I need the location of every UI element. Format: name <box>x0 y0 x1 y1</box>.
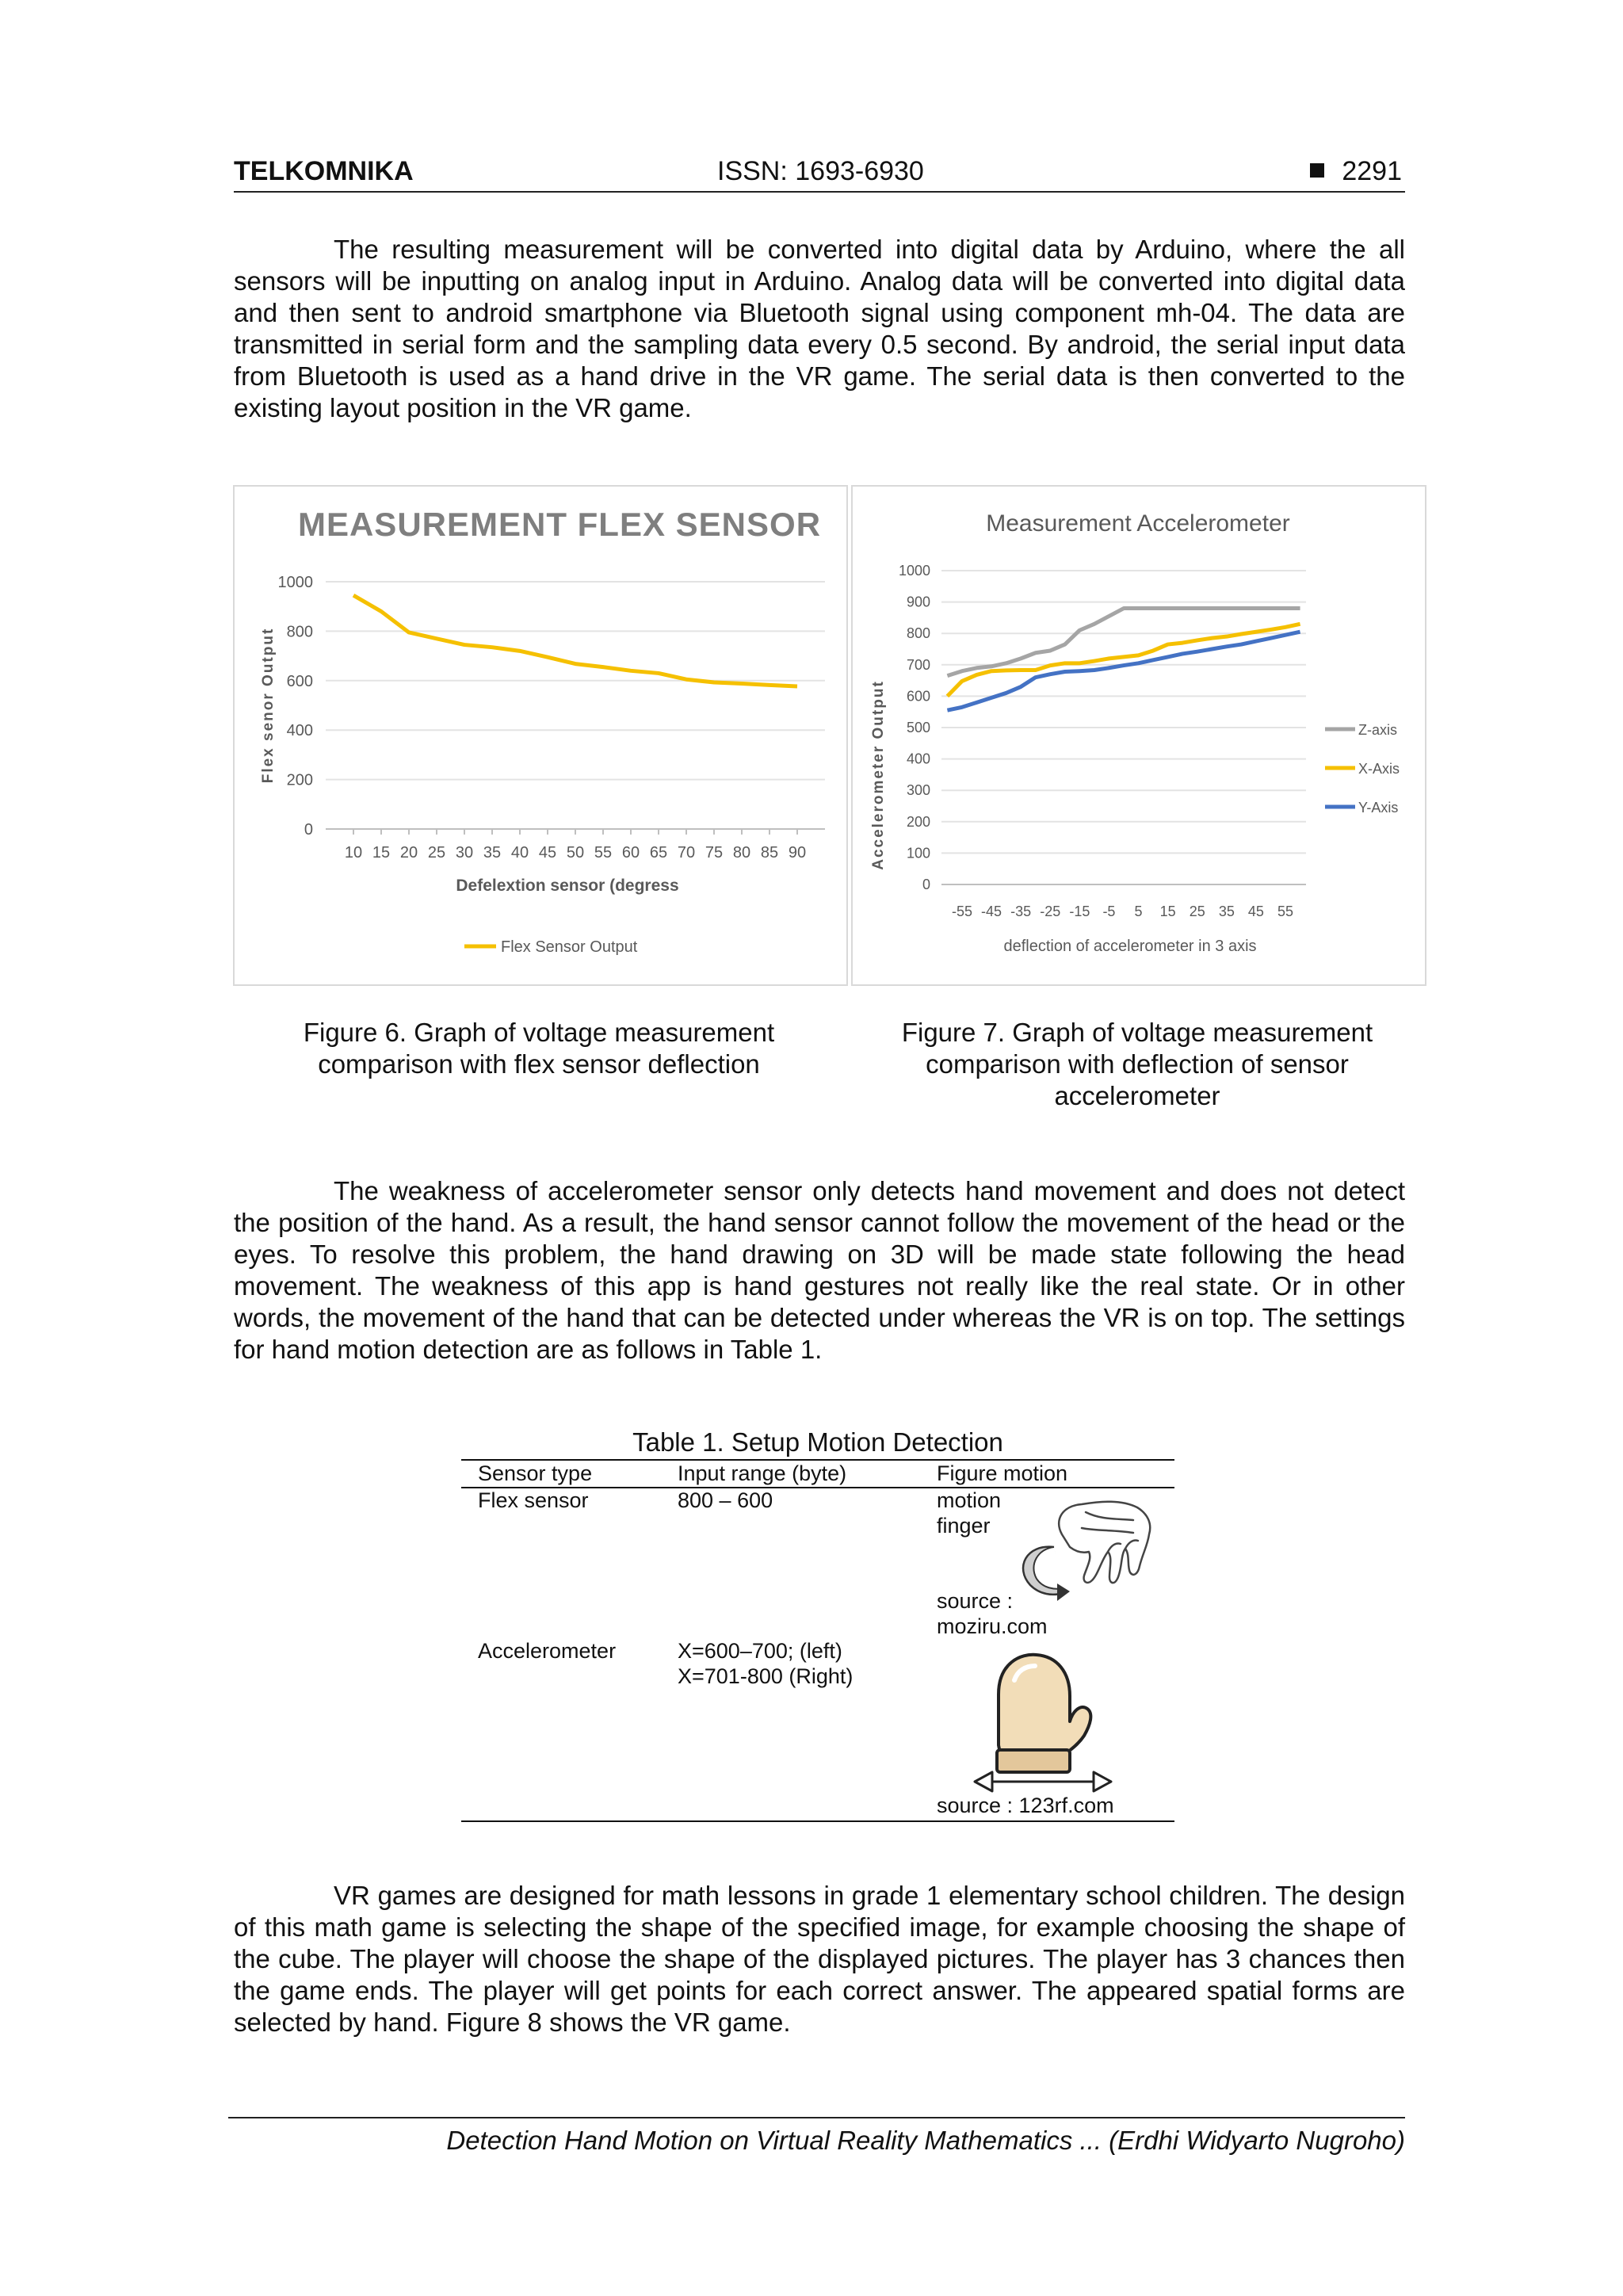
accelerometer-chart-svg <box>853 487 1425 984</box>
paragraph-2: The weakness of accelerometer sensor only detects hand movement and does not detect the position of the hand. As a result, the hand sensor cannot follow the movement of the head or the eyes. To resolve this problem, the hand drawing on 3D will be made state following the head movement. The weakness of this app is hand gestures not really like the real state. Or in other words, the movement of the hand that can be detected under whereas the VR is on top. The settings for hand motion detection are as follows in Table 1. <box>234 1176 1405 1364</box>
table-cell-range: 800 – 600 <box>678 1488 773 1512</box>
x-tick-label: 25 <box>427 844 446 861</box>
figure-7-chart <box>851 485 1426 986</box>
table-cell-motion: motion <box>937 1488 1002 1512</box>
table-bottom-rule <box>461 1820 1174 1822</box>
table-cell-source: source : <box>937 1589 1014 1613</box>
paragraph-1: The resulting measurement will be converted into digital data by Arduino, where the all sensors will be inputting on analog input in Arduino. Analog data will be converted into digital data and then sent to android smartphone via Bluetooth signal using component mh-04. The data are transmitted in serial form and the sampling data every 0.5 second. By android, the serial input data from Bluetooth is used as a hand drive in the VR game. The serial data is then converted to the existing layout position in the VR game. <box>234 235 1405 422</box>
y-tick-label: 300 <box>906 782 930 799</box>
x-tick-label: -5 <box>1102 904 1116 919</box>
table-cell-range: X=701-800 (Right) <box>678 1664 854 1688</box>
y-axis-label: Flex senor Output <box>260 627 277 784</box>
y-axis-label: Accelerometer Output <box>870 680 887 870</box>
x-tick-label: 35 <box>1218 904 1235 919</box>
y-tick-label: 400 <box>286 722 313 740</box>
footer-rule <box>228 2117 1405 2118</box>
y-tick-label: 800 <box>286 623 313 641</box>
series-line-flex-sensor-output <box>353 595 797 686</box>
table-cell-sensor: Flex sensor <box>478 1488 589 1512</box>
y-tick-label: 0 <box>304 821 313 839</box>
y-tick-label: 1000 <box>898 563 930 579</box>
y-tick-label: 200 <box>906 813 930 830</box>
x-tick-label: 55 <box>1277 904 1294 919</box>
y-tick-label: 700 <box>906 656 930 673</box>
issn: ISSN: 1693-6930 <box>717 156 924 186</box>
finger-motion-hand-icon <box>1006 1496 1157 1604</box>
table-header-range: Input range (byte) <box>678 1461 847 1485</box>
page-number-value: 2291 <box>1342 156 1402 186</box>
x-tick-label: 5 <box>1134 904 1143 919</box>
table-header-sensor: Sensor type <box>478 1461 593 1485</box>
x-axis-label: Defelextion sensor (degress <box>456 877 679 895</box>
y-tick-label: 1000 <box>277 574 313 591</box>
x-tick-label: 25 <box>1189 904 1205 919</box>
page-footer: Detection Hand Motion on Virtual Reality Mathematics ... (Erdhi Widyarto Nugroho) <box>446 2126 1405 2155</box>
table-cell-motion: finger <box>937 1514 991 1538</box>
series-line-x-axis <box>947 624 1300 696</box>
x-tick-label: 20 <box>399 844 418 861</box>
y-tick-label: 600 <box>286 672 313 690</box>
y-tick-label: 600 <box>906 688 930 705</box>
y-tick-label: 0 <box>922 877 930 892</box>
flex-sensor-chart-svg <box>235 487 846 984</box>
x-tick-label: 55 <box>594 844 613 861</box>
x-tick-label: 35 <box>483 844 502 861</box>
table-caption: Table 1. Setup Motion Detection <box>632 1427 1003 1457</box>
paragraph-3: VR games are designed for math lessons in grade 1 elementary school children. The design of this math game is selecting the shape of the specified image, for example choosing the shape of the cube. The player will choose the shape of the displayed pictures. The player has 3 chances then the game ends. The player will get points for each correct answer. The appeared spatial forms are selected by hand. Figure 8 shows the VR game. <box>234 1881 1405 2037</box>
legend-label: X-Axis <box>1358 761 1400 777</box>
x-tick-label: 60 <box>621 844 640 861</box>
legend-label: Z-axis <box>1358 722 1397 738</box>
x-tick-label: 65 <box>649 844 668 861</box>
page-header <box>234 156 1405 193</box>
journal-name: TELKOMNIKA <box>234 156 414 186</box>
x-tick-label: 75 <box>705 844 724 861</box>
x-tick-label: 80 <box>732 844 751 861</box>
figure-6-chart <box>233 485 848 986</box>
y-tick-label: 400 <box>906 751 930 767</box>
legend-label: Y-Axis <box>1358 800 1399 816</box>
table-cell-range: X=600–700; (left) <box>678 1639 842 1663</box>
x-tick-label: 45 <box>1247 904 1264 919</box>
x-tick-label: 45 <box>538 844 557 861</box>
y-tick-label: 100 <box>906 845 930 861</box>
x-tick-label: -35 <box>1010 904 1032 919</box>
x-tick-label: 50 <box>566 844 585 861</box>
x-tick-label: -25 <box>1040 904 1061 919</box>
page-number <box>1310 156 1402 187</box>
table-cell-sensor: Accelerometer <box>478 1639 617 1663</box>
x-tick-label: -15 <box>1069 904 1090 919</box>
mitten-hand-icon <box>968 1648 1116 1796</box>
x-tick-label: 10 <box>344 844 363 861</box>
legend-label: Flex Sensor Output <box>501 938 638 956</box>
x-tick-label: -55 <box>951 904 972 919</box>
y-tick-label: 200 <box>286 771 313 789</box>
x-tick-label: 90 <box>788 844 807 861</box>
y-tick-label: 900 <box>906 594 930 610</box>
table-cell-source: source : 123rf.com <box>937 1794 1114 1817</box>
x-tick-label: 40 <box>510 844 529 861</box>
x-tick-label: 30 <box>455 844 474 861</box>
figure-6-caption: Figure 6. Graph of voltage measurement comparison with flex sensor deflection <box>303 1018 775 1079</box>
table-header-motion: Figure motion <box>937 1461 1068 1485</box>
x-tick-label: 15 <box>372 844 391 861</box>
x-tick-label: 15 <box>1159 904 1176 919</box>
x-axis-label: deflection of accelerometer in 3 axis <box>1003 938 1257 955</box>
chart-title: Measurement Accelerometer <box>986 510 1290 537</box>
x-tick-label: 70 <box>677 844 696 861</box>
square-bullet-icon <box>1310 163 1324 178</box>
x-tick-label: -45 <box>981 904 1002 919</box>
chart-title: MEASUREMENT FLEX SENSOR <box>297 506 822 543</box>
figure-7-caption: Figure 7. Graph of voltage measurement comparison with deflection of sensor accelerometer <box>901 1018 1373 1110</box>
y-tick-label: 800 <box>906 625 930 642</box>
x-tick-label: 85 <box>760 844 779 861</box>
y-tick-label: 500 <box>906 720 930 735</box>
table-cell-source: moziru.com <box>937 1614 1048 1638</box>
